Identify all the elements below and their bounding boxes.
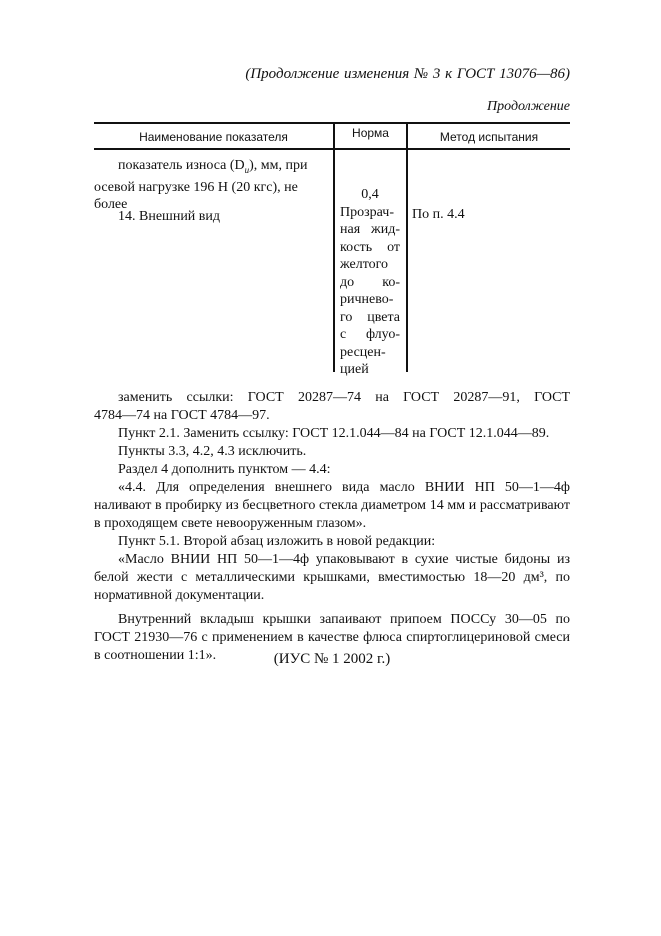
norm-appearance-line: цией [340,362,369,377]
paragraph-clause-5-1: Пункт 5.1. Второй абзац изложить в новой редакции: [118,534,436,549]
norm-appearance-line: ная жид- [340,222,400,237]
wear-index-load: осевой нагрузке 196 Н (20 кгс), не [94,179,298,195]
column-header-norm: Норма [352,126,389,140]
table-row-appearance-name: 14. Внешний вид [118,209,221,224]
publication-reference: (ИУС № 1 2002 г.) [273,651,391,667]
column-header-name: Наименование показателя [139,130,288,144]
norm-appearance-line: кость от [340,239,400,255]
paragraph-clauses-excluded: Пункты 3.3, 4.2, 4.3 исключить. [118,444,307,459]
continuation-label: Продолжение [487,99,570,114]
wear-index-max: более [94,196,128,212]
norm-wear-index: 0,4 [361,187,379,202]
column-divider [333,122,335,372]
method-appearance: По п. 4.4 [412,207,465,222]
paragraph-references-line2: 4784—74 на ГОСТ 4784—97. [94,408,270,423]
wear-index-unit: ), мм, при [249,158,308,173]
wear-index-subscript: и [244,164,250,175]
norm-appearance-line: ричнево- [340,292,394,307]
paragraph-section-4: Раздел 4 дополнить пунктом — 4.4: [118,462,331,477]
table-header-rule [94,148,570,150]
column-divider [406,122,408,372]
norm-appearance-line: с флуо- [340,327,400,342]
amendment-text [94,389,570,665]
norm-appearance-line: го цвета [340,309,400,325]
norm-column [340,186,400,379]
paragraph-lid-sealing: Внутренний вкладыш крышки запаивают припоем ПОССу 30—05 по ГОСТ 21930—76 с применением в качестве флюса спиртоглицериновой смеси в соотношении 1:1». [94,612,570,663]
norm-appearance-line: желтого [340,257,389,272]
paragraph-packaging: «Масло ВНИИ НП 50—1—4ф упаковывают в сухие чистые бидоны из белой жести с металлическими крышками, вместимостью 18—20 дм³, по нормативной документации. [94,552,570,603]
norm-appearance-line: Прозрач- [340,204,394,220]
paragraph-clause-4-4: «4.4. Для определения внешнего вида масло ВНИИ НП 50—1—4ф наливают в пробирку из бесцветного стекла диаметром 14 мм и рассматривают в проходящем свете невооруженным глазом». [94,480,570,531]
wear-index-text: показатель износа (D [118,158,245,173]
paragraph-clause-2-1: Пункт 2.1. Заменить ссылку: ГОСТ 12.1.044—84 на ГОСТ 12.1.044—89. [118,426,550,441]
table-top-rule [94,122,570,124]
column-header-method: Метод испытания [439,130,539,144]
table-row-wear-index-name [94,157,328,213]
norm-appearance-line: до ко- [340,274,400,290]
norm-appearance-line: ресцен- [340,344,386,360]
paragraph-references-line1: заменить ссылки: ГОСТ 20287—74 на ГОСТ 20287—91, ГОСТ [118,390,570,405]
document-header: (Продолжение изменения № 3 к ГОСТ 13076—86) [245,66,570,82]
